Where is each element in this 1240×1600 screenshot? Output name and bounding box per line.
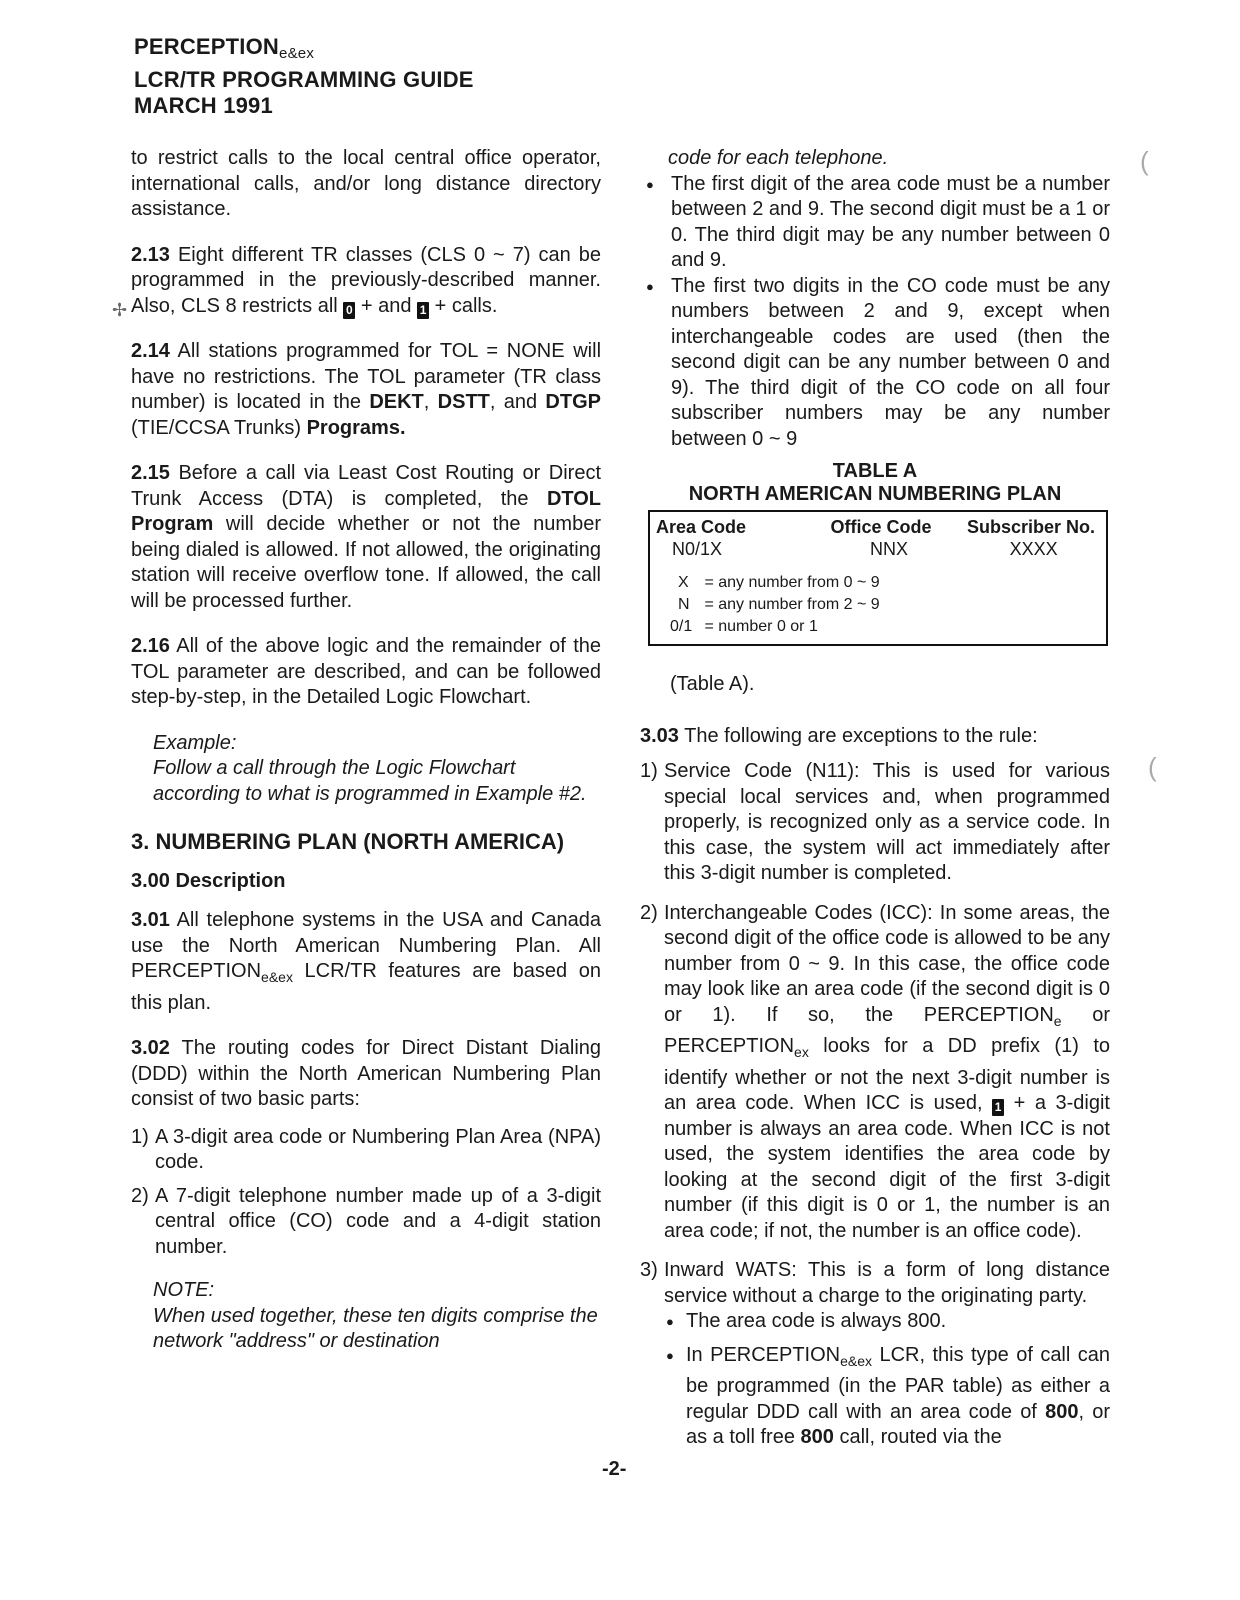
key-1-icon: 1 <box>417 302 429 319</box>
list-item: 1) A 3-digit area code or Numbering Plan Area (NPA) code. <box>131 1125 601 1173</box>
paragraph-2-16: 2.16 All of the above logic and the remainder of the TOL parameter are described, and can be followed step-by-step, in the Detailed Logic Flowchart. <box>131 635 601 708</box>
exceptions-list <box>640 759 1110 1451</box>
list-item: ● The area code is always 800. <box>664 1309 1110 1335</box>
header-guide-title: LCR/TR PROGRAMMING GUIDE <box>134 67 474 92</box>
paragraph-3-02: 3.02 The routing codes for Direct Distant Dialing (DDD) within the North American Numbering Plan consist of two basic parts: <box>131 1037 602 1110</box>
example-label: Example: <box>153 731 237 754</box>
header-product: $PERCEPTION_{e\&ex}$ <box>134 34 315 62</box>
paragraph-3-03: 3.03 The following are exceptions to the rule: <box>640 724 1038 747</box>
scan-artifact-icon: ( <box>1140 146 1149 176</box>
code-rules-list <box>640 172 1110 453</box>
scan-artifact-icon: ( <box>1148 752 1157 782</box>
note-block <box>131 1278 601 1355</box>
page-number: -2- <box>602 1458 627 1480</box>
table-row: N0/1X NNX XXXX <box>672 539 1058 559</box>
paragraph-2-13: 2.13 Eight different TR classes (CLS 0 ~ 7) can be programmed in the previously-described manner. Also, CLS 8 restricts all 0 + and 1 + calls. <box>131 243 601 317</box>
list-item: ● In $PERCEPTION_{e\&ex}$ LCR, this type of call can be programmed (in the PAR table) as either a regular DDD call with an area code of 800, or as a toll free 800 call, routed via the <box>664 1343 1110 1451</box>
header-date: MARCH 1991 <box>134 93 273 118</box>
section-3-00-title: 3.00 Description <box>131 869 286 892</box>
document-header <box>134 34 474 119</box>
inward-wats-list <box>664 1309 1110 1451</box>
list-item: 1) Service Code (N11): This is used for various special local services and, when programmed properly, is recognized only as a service code. In this case, the system will act immediately after this 3-digit number is completed. <box>640 760 1110 884</box>
list-item: ● The first digit of the area code must be a number between 2 and 9. The second digit must be a 1 or 0. The third digit may be any number between 0 and 9. <box>640 172 1110 274</box>
list-item: 2) A 7-digit telephone number made up of a 3-digit central office (CO) code and a 4-digit station number. <box>131 1184 601 1258</box>
key-0-icon: 0 <box>343 302 355 319</box>
list-item: 2) Interchangeable Codes (ICC): In some areas, the second digit of the office code is allowed to be any number from 0 ~ 9. In this case, the office code may look like an area code (if the second digit is 0 or 1). If so, the $PERCEPTION_e$ or $PERCEPTION_{ex}$ looks for a DD prefix (1) to identify whether or not the next 3-digit number is an area code. When ICC is used, 1 + a 3-digit number is always an area code. When ICC is not used, the system identifies the area code by looking at the second digit of the first 3-digit number (if this digit is 0 or 1, the number is an area code; if not, the number is an office code). <box>640 901 1110 1242</box>
left-column <box>131 146 601 1355</box>
paragraph-intro: to restrict calls to the local central office operator, international calls, and/or long distance directory assistance. <box>131 147 601 220</box>
example-text: Follow a call through the Logic Flowchart according to what is programmed in Example #2. <box>153 757 587 805</box>
right-column <box>640 146 1110 1469</box>
list-item: ● The first two digits in the CO code must be any numbers between 2 and 9, except when interchangeable codes are used (then the second digit can be any number between 0 and 9). The third digit of the CO code on all four subscriber numbers may be any number between 0 ~ 9 <box>640 274 1110 453</box>
margin-change-mark-icon: ✢ <box>112 300 128 320</box>
note-continuation: code for each telephone. <box>668 147 889 169</box>
numbering-plan-table <box>648 510 1108 646</box>
paragraph-2-14: 2.14 All stations programmed for TOL = NONE will have no restrictions. The TOL parameter (TR class number) is located in the DEKT, DSTT, and DTGP (TIE/CCSA Trunks) Programs. <box>131 340 602 439</box>
paragraph-3-01: 3.01 All telephone systems in the USA and Canada use the North American Numbering Plan. All $PERCEPTION_{e\&ex}$ LCR/TR features are based on this plan. <box>131 909 602 1014</box>
section-3-title: 3. NUMBERING PLAN (NORTH AMERICA) <box>131 829 565 854</box>
list-item: 3) Inward WATS: This is a form of long distance service without a charge to the originating party. ● The area code is always 800. ● In $PERCEPTION_{e\&ex}$ LCR, this type of call can be programmed (in the PAR table) as either a regular DDD call with an area code of 800, or as a toll free 800 call, routed via the <box>640 1258 1110 1451</box>
routing-parts-list <box>131 1125 601 1261</box>
table-a-title: TABLE A NORTH AMERICAN NUMBERING PLAN <box>688 460 1062 505</box>
table-header-row: Area Code Office Code Subscriber No. <box>656 517 1096 537</box>
key-1-icon: 1 <box>992 1099 1004 1116</box>
table-reference: (Table A). <box>670 673 755 695</box>
example-block <box>131 731 601 808</box>
paragraph-2-15: 2.15 Before a call via Least Cost Routing or Direct Trunk Access (DTA) is completed, the DTOL Program will decide whether or not the number being dialed is allowed. If not allowed, the originating station will receive overflow tone. If allowed, the call will be processed further. <box>131 462 602 612</box>
table-legend: X = any number from 0 ~ 9 N = any number from 2 ~ 9 0/1 = number 0 or 1 <box>670 574 880 635</box>
note-text: When used together, these ten digits comprise the network "address" or destination <box>153 1304 598 1352</box>
note-label: NOTE: <box>153 1279 215 1301</box>
